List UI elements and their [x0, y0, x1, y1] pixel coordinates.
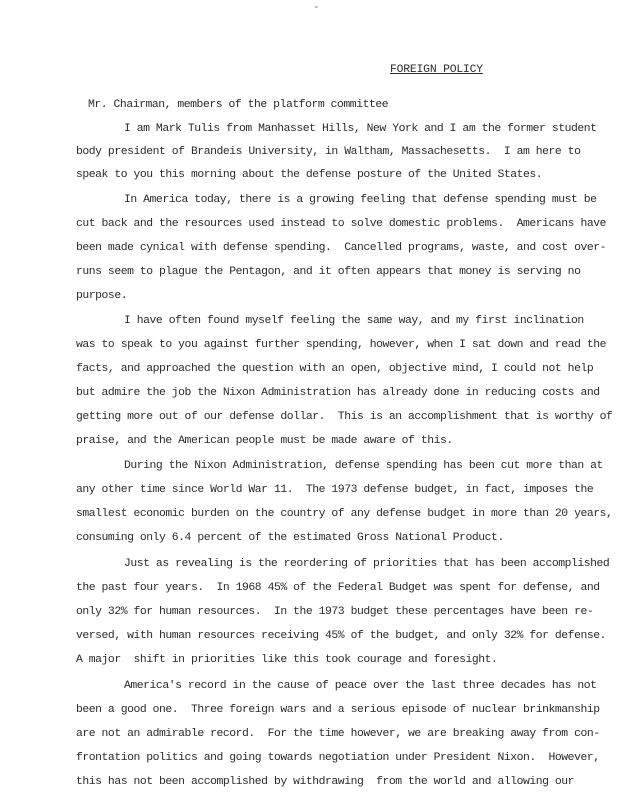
text-line: speak to you this morning about the defense posture of the United States.	[76, 169, 543, 181]
text-line: are not an admirable record. For the time however, we are breaking away from con-	[76, 728, 600, 740]
text-line: A major shift in priorities like this took courage and foresight.	[76, 654, 498, 666]
text-line: Just as revealing is the reordering of priorities that has been accomplished	[124, 558, 610, 570]
text-line: praise, and the American people must be made aware of this.	[76, 435, 453, 447]
text-line: frontation politics and going towards negotiation under President Nixon. However,	[76, 752, 600, 764]
text-line: been made cynical with defense spending. Cancelled programs, waste, and cost over-	[76, 242, 606, 254]
text-line: this has not been accomplished by withdrawing from the world and allowing our	[76, 776, 575, 788]
text-line: During the Nixon Administration, defense spending has been cut more than at	[124, 460, 603, 472]
text-line: purpose.	[76, 290, 128, 302]
text-line: I am Mark Tulis from Manhasset Hills, New York and I am the former student	[124, 123, 597, 135]
text-line: In America today, there is a growing feeling that defense spending must be	[124, 194, 597, 206]
salutation-line: Mr. Chairman, members of the platform committee	[88, 99, 389, 111]
text-line: facts, and approached the question with an open, objective mind, I could not help	[76, 363, 594, 375]
page-heading: FOREIGN POLICY	[390, 64, 483, 76]
text-line: versed, with human resources receiving 45% of the budget, and only 32% for defense.	[76, 630, 606, 642]
text-line: smallest economic burden on the country of any defense budget in more than 20 years,	[76, 508, 613, 520]
text-line: was to speak to you against further spending, however, when I sat down and read the	[76, 339, 606, 351]
text-line: body president of Brandeis University, in Waltham, Massachesetts. I am here to	[76, 146, 581, 158]
text-line: America's record in the cause of peace over the last three decades has not	[124, 680, 597, 692]
text-line: but admire the job the Nixon Administration has already done in reducing costs and	[76, 387, 600, 399]
text-line: the past four years. In 1968 45% of the Federal Budget was spent for defense, and	[76, 582, 600, 594]
text-line: only 32% for human resources. In the 1973 budget these percentages have been re-	[76, 606, 594, 618]
text-line: been a good one. Three foreign wars and a serious episode of nuclear brinkmanship	[76, 704, 600, 716]
text-line: I have often found myself feeling the same way, and my first inclination	[124, 315, 584, 327]
text-line: consuming only 6.4 percent of the estimated Gross National Product.	[76, 532, 504, 544]
text-line: any other time since World War 11. The 1973 defense budget, in fact, imposes the	[76, 484, 594, 496]
text-line: runs seem to plague the Pentagon, and it often appears that money is serving no	[76, 266, 581, 278]
page-top-mark: -	[313, 2, 320, 14]
text-line: cut back and the resources used instead to solve domestic problems. Americans have	[76, 218, 606, 230]
text-line: getting more out of our defense dollar. This is an accomplishment that is worthy of	[76, 411, 613, 423]
